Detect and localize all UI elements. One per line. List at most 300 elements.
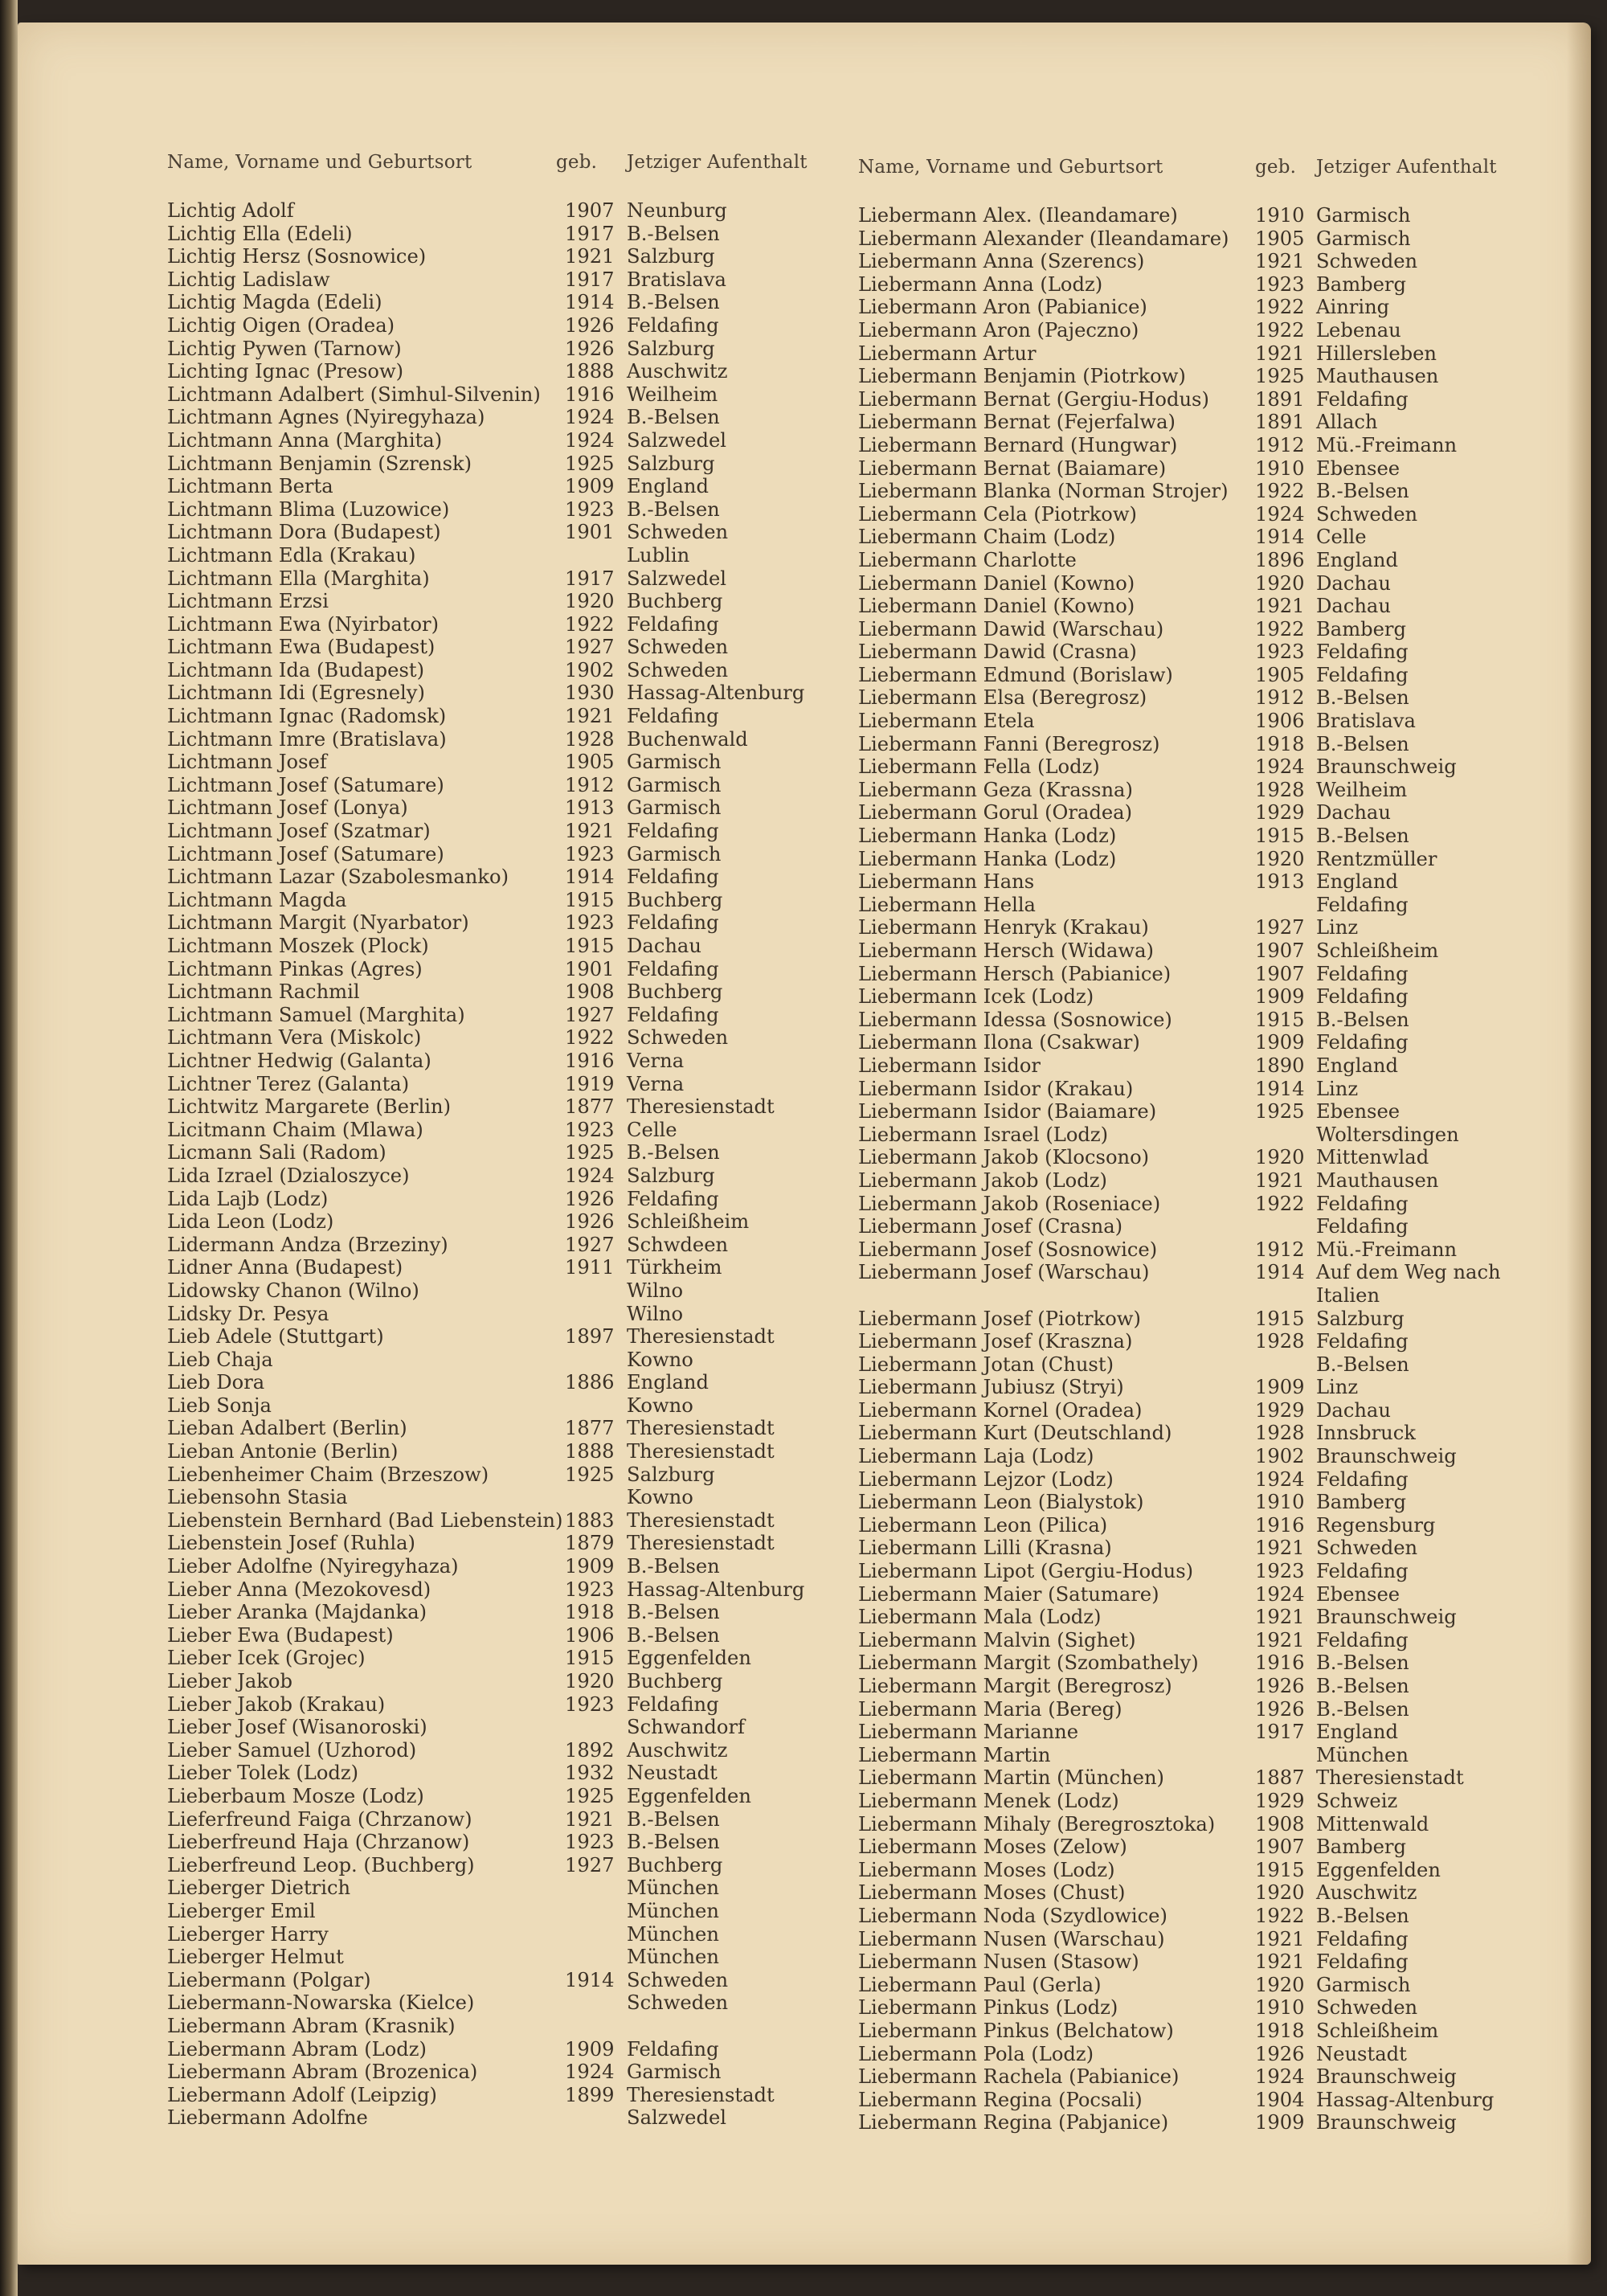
entry-name: Lichtig Ladislaw	[167, 268, 330, 291]
entry-name: Lidner Anna (Budapest)	[167, 1256, 403, 1279]
entry-name: Lieber Jakob (Krakau)	[167, 1692, 386, 1716]
entry-name: Lichtmann Ella (Marghita)	[167, 567, 430, 590]
entry-birth-year: 1921	[1255, 1927, 1305, 1950]
entry-name: Liebermann Benjamin (Piotrkow)	[858, 365, 1186, 388]
entry-name: Lieber Tolek (Lodz)	[167, 1762, 359, 1785]
table-row	[148, 544, 831, 567]
entry-birth-year: 1913	[1255, 870, 1305, 894]
entry-residence: Schweden	[1316, 502, 1418, 526]
entry-name: Liebermann Daniel (Kowno)	[858, 595, 1135, 618]
entry-birth-year: 1915	[565, 935, 615, 957]
right-entries	[839, 204, 1546, 2134]
entry-birth-year: 1909	[1255, 1376, 1305, 1399]
entry-name: Liebermann Abram (Brozenica)	[167, 2061, 478, 2084]
entry-residence: Bratislava	[1316, 710, 1416, 733]
table-row	[839, 1238, 1546, 1262]
table-row	[839, 733, 1546, 756]
entry-residence: Lebenau	[1316, 318, 1401, 342]
table-row	[148, 1095, 831, 1119]
table-row	[148, 268, 831, 292]
table-row	[148, 1164, 831, 1188]
entry-name: Lichtmann Dora (Budapest)	[167, 521, 441, 544]
entry-residence: Schweden	[627, 521, 729, 544]
entry-residence: Garmisch	[627, 751, 722, 774]
entry-name: Liebermann Isidor	[858, 1054, 1041, 1077]
entry-birth-year: 1914	[565, 1968, 615, 1991]
entry-birth-year: 1915	[1255, 825, 1305, 848]
entry-birth-year: 1917	[1255, 1721, 1305, 1744]
table-row	[839, 1583, 1546, 1606]
table-row	[148, 406, 831, 429]
table-row	[839, 365, 1546, 388]
entry-residence: Schwandorf	[627, 1716, 745, 1739]
entry-birth-year: 1922	[1255, 318, 1305, 342]
entry-name: Lichtmann Josef (Satumare)	[167, 842, 444, 866]
entry-birth-year: 1892	[565, 1738, 615, 1762]
entry-name: Liebermann Lipot (Gergiu-Hodus)	[858, 1560, 1194, 1583]
entry-name: Liebermann Moses (Lodz)	[858, 1858, 1115, 1881]
entry-birth-year: 1877	[565, 1417, 615, 1440]
entry-residence: Salzburg	[627, 337, 715, 360]
entry-residence: Theresienstadt	[627, 2083, 775, 2106]
entry-residence: Braunschweig	[1316, 755, 1457, 779]
table-row	[839, 1031, 1546, 1054]
table-row	[148, 1578, 831, 1602]
entry-name: Liebermann Dawid (Crasna)	[858, 641, 1137, 664]
entry-residence: Schleißheim	[1316, 2019, 1439, 2042]
entry-birth-year: 1910	[1255, 456, 1305, 480]
entry-birth-year: 1899	[565, 2083, 615, 2106]
entry-name: Lieberger Helmut	[167, 1946, 344, 1969]
table-row	[839, 641, 1546, 664]
table-row	[839, 1169, 1546, 1193]
entry-name: Lieberger Harry	[167, 1922, 329, 1946]
entry-name: Liebermann Marianne	[858, 1721, 1079, 1744]
entry-name: Lichtig Pywen (Tarnow)	[167, 337, 402, 360]
entry-name: Liebermann Rachela (Pabianice)	[858, 2065, 1180, 2089]
entry-name: Lida Izrael (Dzialoszyce)	[167, 1164, 410, 1187]
entry-birth-year: 1921	[565, 705, 615, 728]
entry-name: Liebermann Gorul (Oradea)	[858, 801, 1133, 825]
entry-name: Lichtwitz Margarete (Berlin)	[167, 1095, 452, 1119]
table-row	[839, 549, 1546, 572]
entry-birth-year: 1883	[565, 1508, 615, 1532]
entry-name: Liebermann Margit (Beregrosz)	[858, 1675, 1172, 1697]
entry-birth-year: 1914	[565, 291, 615, 314]
entry-name: Liebermann Hanka (Lodz)	[858, 847, 1117, 870]
table-row	[148, 1532, 831, 1555]
entry-name: Lieb Adele (Stuttgart)	[167, 1325, 384, 1349]
entry-birth-year: 1910	[1255, 1491, 1305, 1514]
entry-residence: Feldafing	[1316, 1950, 1409, 1974]
entry-birth-year: 1922	[1255, 1904, 1305, 1927]
table-row	[839, 1629, 1546, 1652]
entry-name: Lichtig Ella (Edeli)	[167, 222, 353, 245]
entry-name: Liebermann Fanni (Beregrosz)	[858, 732, 1160, 755]
entry-residence: Schleißheim	[627, 1210, 750, 1234]
table-row	[148, 199, 831, 223]
entry-birth-year: 1918	[1255, 732, 1305, 755]
table-row	[148, 1440, 831, 1463]
table-row	[839, 1284, 1546, 1308]
entry-birth-year: 1920	[1255, 571, 1305, 595]
table-row	[148, 1371, 831, 1394]
entry-name: Lichtmann Benjamin (Szrensk)	[167, 452, 472, 475]
table-row	[839, 686, 1546, 710]
entry-residence: B.-Belsen	[627, 1623, 720, 1647]
entry-birth-year: 1928	[1255, 1422, 1305, 1445]
entry-residence: Hillersleben	[1316, 342, 1437, 365]
entry-residence: Feldafing	[1316, 641, 1409, 664]
entry-name: Liebermann Dawid (Warschau)	[858, 617, 1164, 641]
table-row	[839, 1445, 1546, 1468]
entry-name: Liebermann Bernat (Gergiu-Hodus)	[858, 387, 1209, 411]
entry-residence: Buchberg	[627, 888, 723, 911]
entry-name: Lichtmann Moszek (Plock)	[167, 935, 429, 957]
entry-residence: B.-Belsen	[627, 291, 720, 314]
entry-name: Lichtmann Idi (Egresnely)	[167, 681, 425, 705]
entry-name: Liebermann Adolf (Leipzig)	[167, 2083, 437, 2106]
entry-name: Lidsky Dr. Pesya	[167, 1302, 329, 1325]
entry-residence: Theresienstadt	[627, 1508, 775, 1532]
table-row	[148, 360, 831, 383]
entry-residence: Eggenfelden	[627, 1647, 751, 1670]
entry-birth-year: 1920	[1255, 1881, 1305, 1905]
entry-residence: Salzburg	[627, 1463, 715, 1486]
entry-name: Lichtmann Ewa (Nyirbator)	[167, 612, 440, 636]
entry-birth-year: 1914	[1255, 526, 1305, 549]
table-row	[839, 1054, 1546, 1078]
table-row	[148, 567, 831, 591]
entry-name: Lichtmann Rachmil	[167, 980, 360, 1004]
entry-residence: Hassag-Altenburg	[627, 1578, 805, 1601]
entry-residence: B.-Belsen	[1316, 1651, 1409, 1675]
entry-name: Liebenstein Josef (Ruhla)	[167, 1532, 415, 1555]
table-row	[148, 820, 831, 843]
entry-residence: Garmisch	[627, 842, 722, 866]
entry-birth-year: 1921	[565, 245, 615, 268]
entry-name: Liebermann Idessa (Sosnowice)	[858, 1008, 1172, 1031]
entry-birth-year: 1904	[1255, 2088, 1305, 2111]
table-row	[839, 1744, 1546, 1767]
entry-name: Liebermann Nusen (Warschau)	[858, 1927, 1165, 1950]
table-row	[148, 705, 831, 728]
entry-birth-year: 1907	[565, 199, 615, 222]
table-row	[148, 1004, 831, 1027]
entry-residence: Mü.-Freimann	[1316, 1238, 1458, 1261]
entry-birth-year: 1901	[565, 957, 615, 980]
table-row	[839, 1928, 1546, 1951]
entry-name: Liebermann Henryk (Krakau)	[858, 916, 1149, 939]
table-row	[148, 1303, 831, 1326]
entry-name: Liebermann Josef (Piotrkow)	[858, 1307, 1141, 1330]
entry-residence: Schweden	[627, 658, 729, 681]
entry-residence: Innsbruck	[1316, 1422, 1416, 1445]
entry-birth-year: 1915	[565, 1647, 615, 1670]
entry-name: Liebermann Josef (Kraszna)	[858, 1330, 1133, 1353]
entry-name: Lieb Sonja	[167, 1394, 272, 1417]
table-row	[839, 1813, 1546, 1836]
entry-name: Liebermann Regina (Pabjanice)	[858, 2111, 1169, 2134]
entry-name: Liebermann Maria (Bereg)	[858, 1697, 1122, 1721]
entry-birth-year: 1927	[1255, 916, 1305, 939]
entry-name: Liebermann Leon (Bialystok)	[858, 1491, 1144, 1514]
entry-name: Lichtmann Josef (Lonya)	[167, 796, 408, 820]
entry-birth-year: 1929	[1255, 801, 1305, 825]
entry-name: Liebenheimer Chaim (Brzeszow)	[167, 1463, 489, 1486]
entry-residence: Türkheim	[627, 1256, 722, 1279]
table-row	[839, 1560, 1546, 1583]
table-row	[839, 1790, 1546, 1813]
entry-birth-year: 1922	[565, 612, 615, 636]
entry-residence: Linz	[1316, 1077, 1359, 1100]
entry-residence: Feldafing	[1316, 387, 1409, 411]
entry-birth-year: 1924	[565, 406, 615, 429]
entry-name: Liebermann Daniel (Kowno)	[858, 571, 1135, 595]
entry-birth-year: 1924	[565, 2061, 615, 2084]
table-row	[839, 480, 1546, 503]
table-row	[148, 774, 831, 797]
table-row	[148, 1831, 831, 1854]
entry-residence: Auf dem Weg nach	[1316, 1261, 1501, 1284]
entry-residence: B.-Belsen	[1316, 686, 1409, 710]
entry-residence: Feldafing	[1316, 1927, 1409, 1950]
table-row	[148, 866, 831, 889]
entry-name: Lieferfreund Faiga (Chrzanow)	[167, 1807, 472, 1831]
entry-birth-year: 1925	[1255, 365, 1305, 388]
entry-name: Liebermann Ilona (Csakwar)	[858, 1031, 1140, 1054]
entry-birth-year: 1926	[565, 337, 615, 360]
table-row	[839, 1859, 1546, 1882]
table-row	[839, 1651, 1546, 1675]
entry-name: Liebensohn Stasia	[167, 1486, 348, 1509]
table-row	[839, 1836, 1546, 1859]
entry-residence: Salzwedel	[627, 2106, 727, 2130]
entry-residence: Theresienstadt	[1316, 1766, 1464, 1790]
entry-birth-year: 1915	[1255, 1008, 1305, 1031]
entry-birth-year: 1925	[565, 452, 615, 475]
entry-birth-year: 1926	[1255, 1697, 1305, 1721]
table-row	[148, 1601, 831, 1624]
entry-name: Liebermann Nusen (Stasow)	[858, 1950, 1139, 1974]
entry-residence: Feldafing	[1316, 1330, 1409, 1353]
entry-birth-year: 1906	[1255, 710, 1305, 733]
entry-residence: Verna	[627, 1072, 685, 1095]
entry-residence: Salzburg	[627, 452, 715, 475]
entry-residence: Neunburg	[627, 199, 727, 222]
entry-name: Lieberbaum Mosze (Lodz)	[167, 1784, 424, 1807]
entry-birth-year: 1916	[1255, 1513, 1305, 1537]
entry-residence: Garmisch	[627, 2061, 722, 2084]
table-row	[148, 1050, 831, 1073]
entry-residence: Schweden	[1316, 1996, 1418, 2020]
entry-birth-year: 1905	[565, 751, 615, 774]
entry-name: Liebermann Isidor (Krakau)	[858, 1077, 1134, 1100]
entry-residence: B.-Belsen	[1316, 1697, 1409, 1721]
entry-name: Lieberfreund Leop. (Buchberg)	[167, 1853, 475, 1876]
entry-residence: England	[1316, 1054, 1398, 1077]
entry-name: Liebermann Bernard (Hungwar)	[858, 433, 1178, 456]
table-row	[148, 1119, 831, 1142]
entry-birth-year: 1922	[1255, 617, 1305, 641]
entry-name: Liebenstein Bernhard (Bad Liebenstein)	[167, 1508, 563, 1532]
table-row	[839, 273, 1546, 297]
entry-name: Liebermann Jakob (Roseniace)	[858, 1192, 1161, 1215]
entry-residence: Schweiz	[1316, 1789, 1398, 1812]
table-row	[839, 618, 1546, 641]
entry-birth-year: 1896	[1255, 548, 1305, 571]
entry-residence: B.-Belsen	[1316, 732, 1409, 755]
entry-residence: Dachau	[1316, 571, 1391, 595]
table-row	[839, 1766, 1546, 1790]
entry-birth-year: 1925	[565, 1784, 615, 1807]
table-row	[148, 1486, 831, 1509]
entry-name: Liebermann Hella	[858, 893, 1036, 916]
table-row	[839, 457, 1546, 481]
entry-residence: Mü.-Freimann	[1316, 433, 1458, 456]
table-row	[148, 245, 831, 268]
entry-name: Liebermann Isidor (Baiamare)	[858, 1100, 1157, 1123]
entry-name: Liebermann Adolfne	[167, 2106, 368, 2130]
entry-residence: Salzburg	[627, 245, 715, 268]
entry-birth-year: 1927	[565, 1853, 615, 1876]
entry-birth-year: 1922	[1255, 480, 1305, 503]
entry-name: Liebermann Anna (Lodz)	[858, 272, 1103, 296]
table-row	[148, 1693, 831, 1717]
table-row	[148, 1991, 831, 2015]
entry-residence: B.-Belsen	[627, 1555, 720, 1578]
entry-residence: Salzburg	[627, 1164, 715, 1187]
entry-residence: Linz	[1316, 916, 1359, 939]
entry-birth-year: 1891	[1255, 411, 1305, 434]
entry-birth-year: 1922	[565, 1026, 615, 1050]
entry-residence: Auschwitz	[1316, 1881, 1417, 1905]
entry-name: Liebermann Pola (Lodz)	[858, 2042, 1094, 2065]
entry-residence: Buchberg	[627, 1853, 723, 1876]
entry-name: Liebermann Noda (Szydlowice)	[858, 1904, 1167, 1927]
entry-birth-year: 1929	[1255, 1789, 1305, 1812]
entry-residence: Feldafing	[1316, 1031, 1409, 1054]
entry-name: Liebermann Pinkus (Lodz)	[858, 1996, 1118, 2020]
entry-name: Lichtmann Magda	[167, 888, 347, 911]
table-row	[839, 526, 1546, 549]
entry-residence: Kowno	[627, 1348, 693, 1371]
entry-residence: England	[627, 475, 709, 498]
entry-name: Liebermann Martin (München)	[858, 1766, 1164, 1790]
entry-name: Liebermann Edmund (Borislaw)	[858, 663, 1173, 686]
entry-birth-year: 1922	[1255, 1192, 1305, 1215]
entry-birth-year: 1917	[565, 567, 615, 590]
entry-birth-year: 1924	[1255, 2065, 1305, 2089]
table-row	[839, 319, 1546, 342]
table-row	[148, 1854, 831, 1877]
entry-name: Liebermann Paul (Gerla)	[858, 1973, 1102, 1996]
entry-name: Liebermann Alexander (Ileandamare)	[858, 227, 1229, 250]
entry-residence: Linz	[1316, 1376, 1359, 1399]
entry-birth-year: 1905	[1255, 663, 1305, 686]
table-row	[839, 595, 1546, 618]
table-row	[839, 503, 1546, 526]
entry-name: Licitmann Chaim (Mlawa)	[167, 1118, 423, 1141]
table-row	[839, 894, 1546, 917]
entry-birth-year: 1908	[1255, 1812, 1305, 1836]
entry-birth-year: 1891	[1255, 387, 1305, 411]
entry-name: Liebermann Blanka (Norman Strojer)	[858, 480, 1229, 503]
table-row	[839, 1606, 1546, 1629]
entry-residence: Kowno	[627, 1394, 693, 1417]
entry-birth-year: 1918	[565, 1601, 615, 1624]
entry-residence: Hassag-Altenburg	[627, 681, 805, 705]
entry-birth-year: 1907	[1255, 962, 1305, 985]
entry-birth-year: 1921	[1255, 1537, 1305, 1560]
entry-residence: Auschwitz	[627, 1738, 728, 1762]
table-row	[839, 1491, 1546, 1514]
entry-birth-year: 1923	[1255, 272, 1305, 296]
entry-residence: Schweden	[627, 1026, 729, 1050]
entry-residence: Verna	[627, 1049, 685, 1072]
table-row	[148, 429, 831, 452]
entry-residence: Braunschweig	[1316, 2065, 1457, 2089]
entry-birth-year: 1924	[565, 428, 615, 452]
table-row	[839, 779, 1546, 802]
entry-birth-year: 1901	[565, 521, 615, 544]
entry-residence: Celle	[627, 1118, 677, 1141]
entry-birth-year: 1917	[565, 268, 615, 291]
entry-residence: München	[627, 1899, 719, 1922]
entry-name: Lieberger Emil	[167, 1899, 316, 1922]
entry-name: Liebermann Abram (Lodz)	[167, 2037, 427, 2061]
table-row	[148, 2015, 831, 2038]
entry-name: Lichtmann Agnes (Nyiregyhaza)	[167, 406, 485, 429]
entry-birth-year: 1923	[565, 842, 615, 866]
entry-residence: B.-Belsen	[627, 406, 720, 429]
entry-birth-year: 1890	[1255, 1054, 1305, 1077]
table-row	[839, 1308, 1546, 1331]
table-row	[148, 1900, 831, 1923]
entry-residence: Mittenwlad	[1316, 1146, 1429, 1169]
entry-birth-year: 1926	[1255, 2042, 1305, 2065]
entry-residence: München	[627, 1876, 719, 1900]
entry-name: Liebermann Charlotte	[858, 548, 1077, 571]
entry-residence: Mauthausen	[1316, 365, 1439, 388]
entry-birth-year: 1915	[1255, 1858, 1305, 1881]
entry-birth-year: 1888	[565, 1440, 615, 1463]
entry-birth-year: 1921	[1255, 1628, 1305, 1651]
table-row	[839, 1996, 1546, 2020]
table-row	[148, 291, 831, 314]
entry-residence: Feldafing	[627, 957, 719, 980]
table-row	[839, 1123, 1546, 1147]
entry-birth-year: 1925	[565, 1141, 615, 1164]
table-row	[839, 963, 1546, 986]
entry-residence: Feldafing	[1316, 962, 1409, 985]
entry-birth-year: 1912	[1255, 433, 1305, 456]
entry-name: Liebermann Geza (Krassna)	[858, 778, 1133, 801]
left-entries	[148, 199, 831, 2130]
entry-residence: Salzwedel	[627, 567, 727, 590]
entry-birth-year: 1918	[1255, 2019, 1305, 2042]
entry-name: Lichtmann Ida (Budapest)	[167, 658, 425, 681]
entry-birth-year: 1927	[565, 1233, 615, 1256]
entry-residence: Feldafing	[627, 1692, 719, 1716]
entry-residence: Lublin	[627, 543, 690, 567]
entry-residence: Feldafing	[627, 705, 719, 728]
entry-birth-year: 1877	[565, 1095, 615, 1119]
table-row	[148, 2061, 831, 2084]
entry-birth-year: 1928	[1255, 778, 1305, 801]
entry-name: Lichtmann Pinkas (Agres)	[167, 957, 423, 980]
entry-residence: Eggenfelden	[1316, 1858, 1441, 1881]
